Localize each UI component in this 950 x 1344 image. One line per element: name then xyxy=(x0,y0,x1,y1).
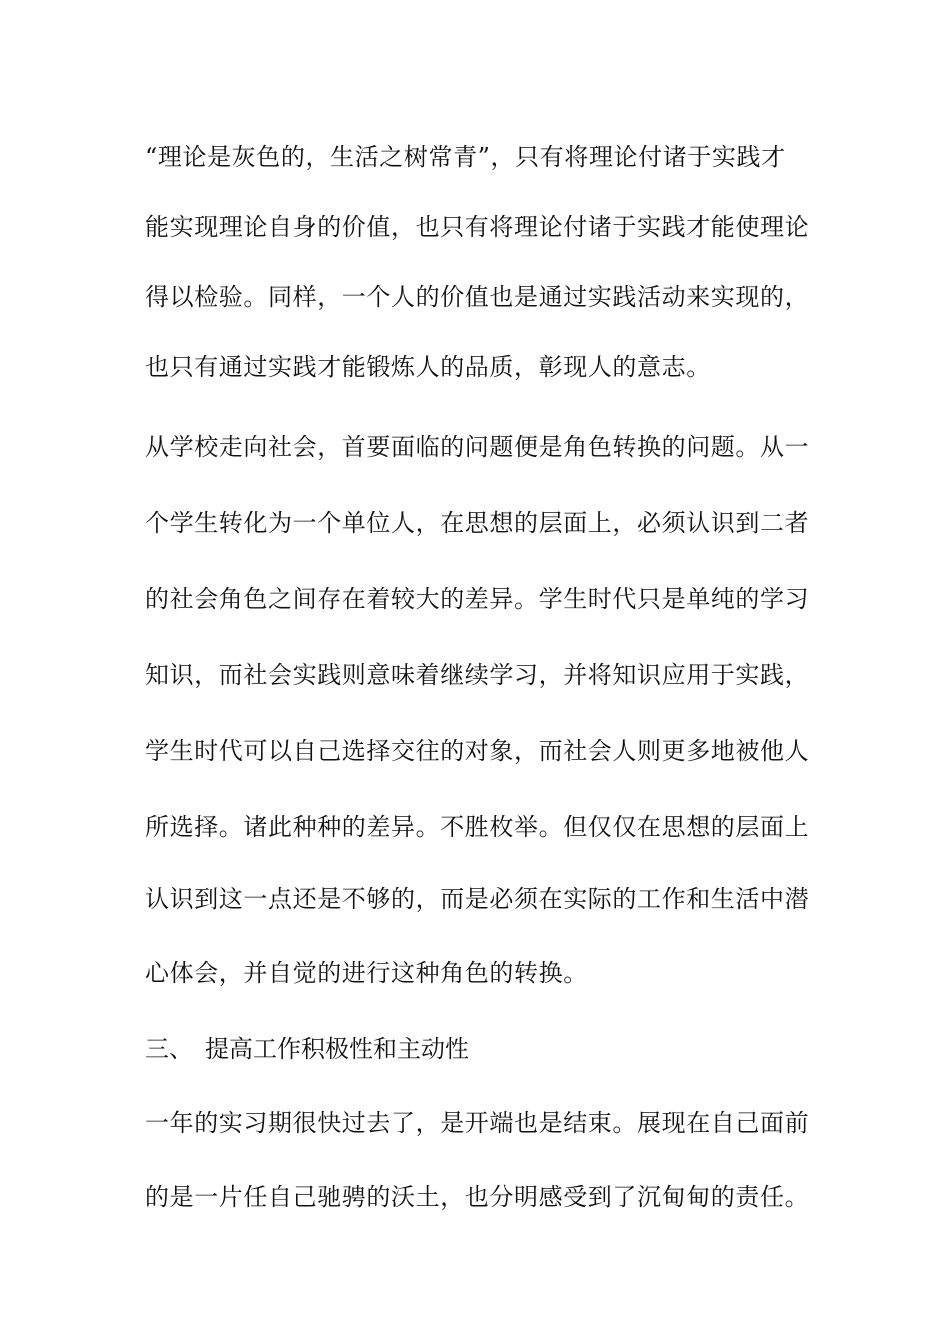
section-number: 三、 xyxy=(145,1035,193,1063)
text-line: 能实现理论自身的价值，也只有将理论付诸于实践才能使理论 xyxy=(145,213,810,241)
text-line: 心体会，并自觉的进行这种角色的转换。 xyxy=(145,959,588,987)
text-line: 也只有通过实践才能锻炼人的品质，彰现人的意志。 xyxy=(145,353,711,381)
text-line: 的社会角色之间存在着较大的差异。学生时代只是单纯的学习 xyxy=(145,585,810,613)
text-line: 认识到这一点还是不够的，而是必须在实际的工作和生活中潜 xyxy=(145,885,810,913)
text-line: “理论是灰色的，生活之树常青”，只有将理论付诸于实践才 xyxy=(145,143,786,171)
text-line: 所选择。诸此种种的差异。不胜枚举。但仅仅在思想的层面上 xyxy=(145,813,810,841)
text-line: 得以检验。同样，一个人的价值也是通过实践活动来实现的， xyxy=(145,283,810,311)
text-line: 学生时代可以自己选择交往的对象，而社会人则更多地被他人 xyxy=(145,737,810,765)
text-line: 个学生转化为一个单位人，在思想的层面上，必须认识到二者 xyxy=(145,509,810,537)
section-heading xyxy=(145,1034,469,1064)
text-line: 的是一片任自己驰骋的沃土，也分明感受到了沉甸甸的责任。 xyxy=(145,1183,810,1211)
section-title: 提高工作积极性和主动性 xyxy=(205,1035,469,1063)
text-line: 知识，而社会实践则意味着继续学习，并将知识应用于实践， xyxy=(145,661,810,689)
text-line: 从学校走向社会，首要面临的问题便是角色转换的问题。从一 xyxy=(145,433,810,461)
text-line: 一年的实习期很快过去了，是开端也是结束。展现在自己面前 xyxy=(145,1109,810,1137)
